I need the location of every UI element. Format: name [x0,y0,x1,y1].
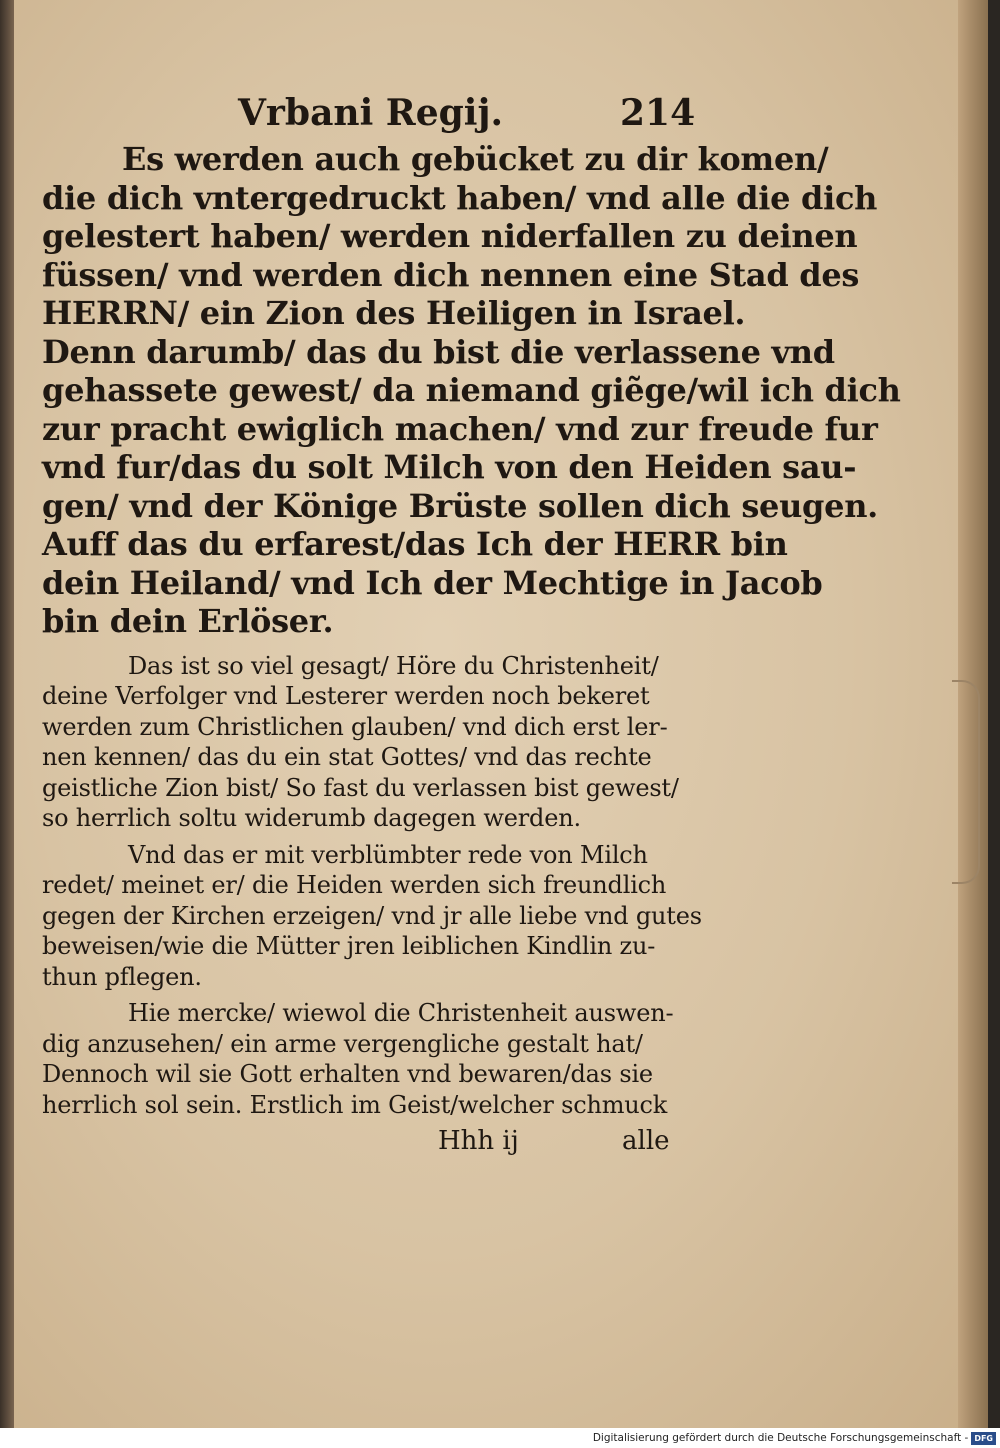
text-line: bin dein Erlöser. [42,602,334,640]
text-line: gehassete gewest/ da niemand giẽge/wil ich dich [42,371,901,409]
text-line: werden zum Christlichen glauben/ vnd dich erst ler- [42,712,668,741]
text-line: beweisen/wie die Mütter jren leiblichen Kindlin zu- [42,932,656,960]
text-line: Vnd das er mit verblümbter rede von Milch [128,840,648,869]
text-line: gen/ vnd der Könige Brüste sollen dich seugen. [42,486,878,525]
page-number: 214 [620,92,696,134]
text-line: die dich vntergedruckt haben/ vnd alle die dich [42,178,878,217]
credit-text: Digitalisierung gefördert durch die Deutsche Forschungsgemeinschaft - [592,1432,969,1444]
page-clip-mark [952,680,980,884]
commentary-paragraph [42,840,702,993]
catchword: alle [622,1126,670,1156]
scripture-passage [42,140,901,641]
text-line: HERRN/ ein Zion des Heiligen in Israel. [42,294,746,332]
text-line: gegen der Kirchen erzeigen/ vnd jr alle liebe vnd gutes [42,901,702,930]
text-line: redet/ meinet er/ die Heiden werden sich freundlich [42,871,667,899]
dfg-logo-icon: DFG [971,1432,996,1445]
text-line: deine Verfolger vnd Lesterer werden noch bekeret [42,682,650,710]
commentary-paragraph [42,998,702,1120]
text-line: Auff das du erfarest/das Ich der HERR bin [42,525,788,563]
text-line: herrlich sol sein. Erstlich im Geist/welcher schmuck [42,1090,668,1119]
running-header [42,80,702,140]
text-line: zur pracht ewiglich machen/ vnd zur freude fur [42,409,878,448]
text-line: vnd fur/das du solt Milch von den Heiden sau- [42,448,857,486]
text-line: Dennoch wil sie Gott erhalten vnd bewaren/das sie [42,1060,653,1088]
text-line: Denn darumb/ das du bist die verlassene vnd [42,332,835,371]
text-line: dig anzusehen/ ein arme vergengliche gestalt hat/ [42,1029,643,1058]
book-spine [0,0,14,1428]
text-line: gelestert haben/ werden niderfallen zu deinen [42,217,858,255]
signature-mark: Hhh ij [438,1126,519,1156]
commentary-paragraph [42,651,702,834]
text-line: füssen/ vnd werden dich nennen eine Stad des [42,255,860,294]
text-line: nen kennen/ das du ein stat Gottes/ vnd das rechte [42,743,652,771]
text-line: so herrlich soltu widerumb dagegen werden. [42,804,581,832]
text-line: Das ist so viel gesagt/ Höre du Christenheit/ [128,651,659,680]
text-line: Hie mercke/ wiewol die Christenheit auswen- [128,999,674,1027]
funding-credit-bar [0,1428,1000,1448]
page-footer [42,1126,702,1166]
text-line: thun pflegen. [42,962,202,991]
text-line: geistliche Zion bist/ So fast du verlassen bist gewest/ [42,773,679,802]
commentary [42,651,702,1121]
running-title: Vrbani Regij. [238,92,504,134]
text-line: dein Heiland/ vnd Ich der Mechtige in Jacob [42,563,823,602]
text-line: Es werden auch gebücket zu dir komen/ [122,140,829,178]
page-text [42,80,901,1166]
